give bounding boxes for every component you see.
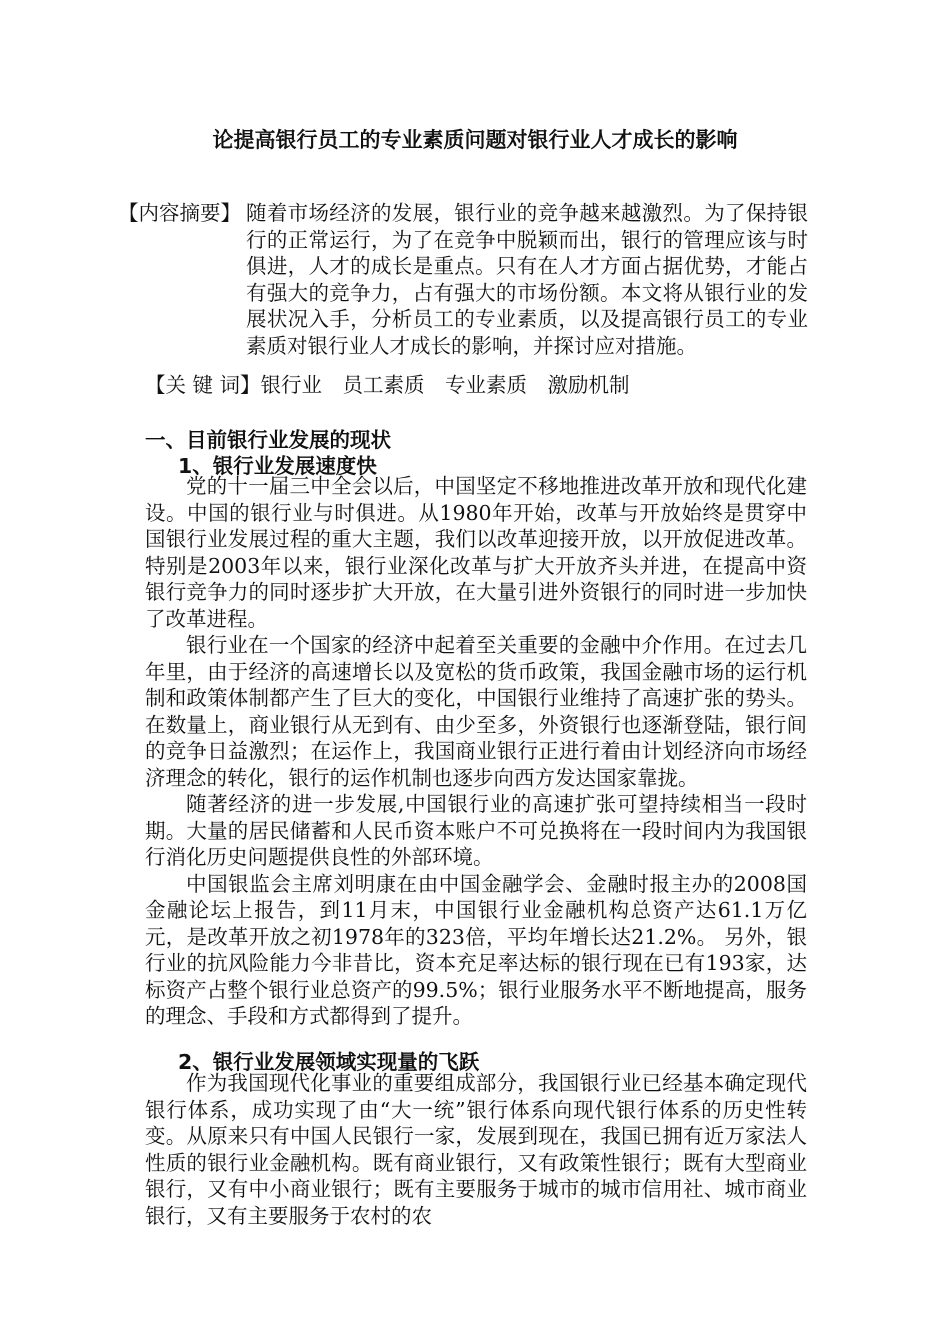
subsection-heading: 1、银行业发展速度快: [178, 454, 377, 478]
keyword: 员工素质: [342, 373, 425, 397]
keyword: 激励机制: [547, 373, 630, 397]
abstract-text: 随着市场经济的发展，银行业的竞争越来越激烈。为了保持银行的正常运行，为了在竞争中脱颖而出，银行的管理应该与时俱进，人才的成长是重点。只有在人才方面占据优势，才能占有强大的竞争力，占有强大的市场份额。本文将从银行业的发展状况入手，分析员工的专业素质，以及提高银行员工的专业素质对银行业人才成长的影响，并探讨应对措施。: [246, 201, 808, 358]
paragraph: 党的十一届三中全会以后，中国坚定不移地推进改革开放和现代化建设。中国的银行业与时俱进。从1980年开始，改革与开放始终是贯穿中国银行业发展过程的重大主题，我们以改革迎接开放，以开放促进改革。特别是2003年以来，银行业深化改革与扩大开放齐头并进，在提高中资银行竞争力的同时逐步扩大开放，在大量引进外资银行的同时进一步加快了改革进程。: [145, 474, 807, 631]
section-body: [145, 1070, 807, 1229]
abstract: [118, 200, 808, 359]
abstract-label: 【内容摘要】: [118, 201, 241, 225]
paragraph: 随著经济的进一步发展,中国银行业的高速扩张可望持续相当一段时期。大量的居民储蓄和人民币资本账户不可兑换将在一段时间内为我国银行消化历史问题提供良性的外部环境。: [145, 792, 807, 869]
keyword: 专业素质: [445, 373, 528, 397]
subsection-heading: 2、银行业发展领域实现量的飞跃: [178, 1050, 480, 1074]
keywords-label: 【关 键 词】: [145, 373, 261, 397]
paragraph: 中国银监会主席刘明康在由中国金融学会、金融时报主办的2008国金融论坛上报告，到11月末，中国银行业金融机构总资产达61.1万亿元，是改革开放之初1978年的323倍，平均年增长达21.2%。 另外，银行业的抗风险能力今非昔比，资本充足率达标的银行现在已有193家，达标资产占整个银行业总资产的99.5%；银行业服务水平不断地提高，服务的理念、手段和方式都得到了提升。: [145, 871, 807, 1028]
section-heading: 一、目前银行业发展的现状: [145, 428, 391, 452]
document-title: 论提高银行员工的专业素质问题对银行业人才成长的影响: [212, 128, 738, 152]
section-body: [145, 473, 807, 1030]
paragraph: 作为我国现代化事业的重要组成部分，我国银行业已经基本确定现代银行体系，成功实现了由“大一统”银行体系向现代银行体系的历史性转变。从原来只有中国人民银行一家，发展到现在，我国已拥有近万家法人性质的银行业金融机构。既有商业银行，又有政策性银行；既有大型商业银行，又有中小商业银行；既有主要服务于城市的城市信用社、城市商业银行，又有主要服务于农村的农: [145, 1071, 807, 1228]
paragraph: 银行业在一个国家的经济中起着至关重要的金融中介作用。在过去几年里，由于经济的高速增长以及宽松的货币政策，我国金融市场的运行机制和政策体制都产生了巨大的变化，中国银行业维持了高速扩张的势头。在数量上，商业银行从无到有、由少至多，外资银行也逐渐登陆，银行间的竞争日益激烈；在运作上，我国商业银行正进行着由计划经济向市场经济理念的转化，银行的运作机制也逐步向西方发达国家靠拢。: [145, 633, 807, 790]
keywords: [145, 372, 630, 399]
keyword: 银行业: [260, 373, 323, 397]
